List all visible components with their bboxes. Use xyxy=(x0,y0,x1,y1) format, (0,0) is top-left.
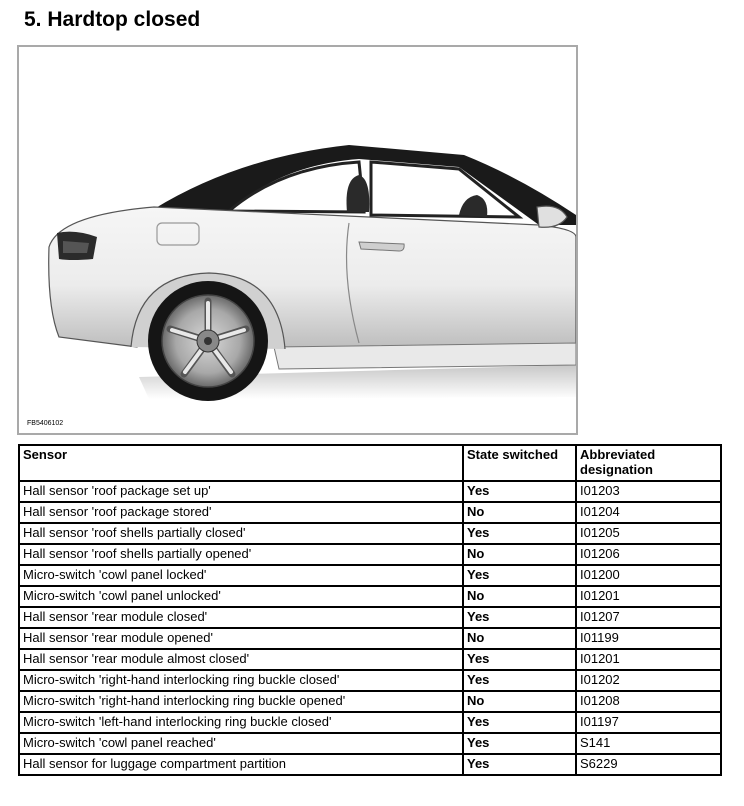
page-title: 5. Hardtop closed xyxy=(24,8,201,31)
table-row xyxy=(19,733,721,754)
table-row xyxy=(19,523,721,544)
designation-cell: I01203 xyxy=(576,481,721,502)
sensor-cell: Hall sensor for luggage compartment partition xyxy=(19,754,463,775)
state-cell: Yes xyxy=(463,754,576,775)
sensor-cell: Micro-switch 'left-hand interlocking ring buckle closed' xyxy=(19,712,463,733)
designation-cell: I01199 xyxy=(576,628,721,649)
designation-cell: S141 xyxy=(576,733,721,754)
designation-cell: I01207 xyxy=(576,607,721,628)
table-row xyxy=(19,628,721,649)
table-row xyxy=(19,691,721,712)
designation-cell: I01200 xyxy=(576,565,721,586)
sensor-table xyxy=(18,444,722,776)
table-row xyxy=(19,544,721,565)
car-illustration-figure xyxy=(17,45,578,435)
designation-cell: I01206 xyxy=(576,544,721,565)
column-header-abbreviated-designation: Abbreviated designation xyxy=(576,445,721,481)
state-cell: Yes xyxy=(463,712,576,733)
state-cell: Yes xyxy=(463,733,576,754)
column-header-sensor: Sensor xyxy=(19,445,463,481)
state-cell: No xyxy=(463,544,576,565)
designation-cell: I01208 xyxy=(576,691,721,712)
sensor-cell: Micro-switch 'right-hand interlocking ring buckle closed' xyxy=(19,670,463,691)
sensor-cell: Hall sensor 'rear module almost closed' xyxy=(19,649,463,670)
state-cell: Yes xyxy=(463,649,576,670)
state-cell: Yes xyxy=(463,481,576,502)
car-rear-side-view-image xyxy=(19,47,576,433)
sensor-cell: Hall sensor 'rear module closed' xyxy=(19,607,463,628)
state-cell: Yes xyxy=(463,607,576,628)
sensor-cell: Hall sensor 'roof shells partially closed' xyxy=(19,523,463,544)
table-row xyxy=(19,754,721,775)
sensor-cell: Micro-switch 'cowl panel reached' xyxy=(19,733,463,754)
state-cell: No xyxy=(463,586,576,607)
sensor-cell: Micro-switch 'right-hand interlocking ring buckle opened' xyxy=(19,691,463,712)
column-header-state-switched: State switched xyxy=(463,445,576,481)
table-row xyxy=(19,670,721,691)
sensor-cell: Micro-switch 'cowl panel unlocked' xyxy=(19,586,463,607)
table-row xyxy=(19,607,721,628)
state-cell: No xyxy=(463,628,576,649)
designation-cell: I01201 xyxy=(576,649,721,670)
state-cell: No xyxy=(463,691,576,712)
designation-cell: I01202 xyxy=(576,670,721,691)
state-cell: Yes xyxy=(463,523,576,544)
sensor-cell: Hall sensor 'roof package stored' xyxy=(19,502,463,523)
designation-cell: S6229 xyxy=(576,754,721,775)
designation-cell: I01204 xyxy=(576,502,721,523)
state-cell: Yes xyxy=(463,670,576,691)
figure-id-label: FB5406102 xyxy=(27,420,64,427)
table-row xyxy=(19,502,721,523)
table-row xyxy=(19,565,721,586)
designation-cell: I01201 xyxy=(576,586,721,607)
table-row xyxy=(19,481,721,502)
state-cell: No xyxy=(463,502,576,523)
sensor-cell: Micro-switch 'cowl panel locked' xyxy=(19,565,463,586)
sensor-cell: Hall sensor 'roof shells partially opened' xyxy=(19,544,463,565)
table-header-row xyxy=(19,445,721,481)
sensor-cell: Hall sensor 'rear module opened' xyxy=(19,628,463,649)
state-cell: Yes xyxy=(463,565,576,586)
designation-cell: I01205 xyxy=(576,523,721,544)
designation-cell: I01197 xyxy=(576,712,721,733)
table-row xyxy=(19,712,721,733)
table-row xyxy=(19,586,721,607)
table-row xyxy=(19,649,721,670)
sensor-cell: Hall sensor 'roof package set up' xyxy=(19,481,463,502)
